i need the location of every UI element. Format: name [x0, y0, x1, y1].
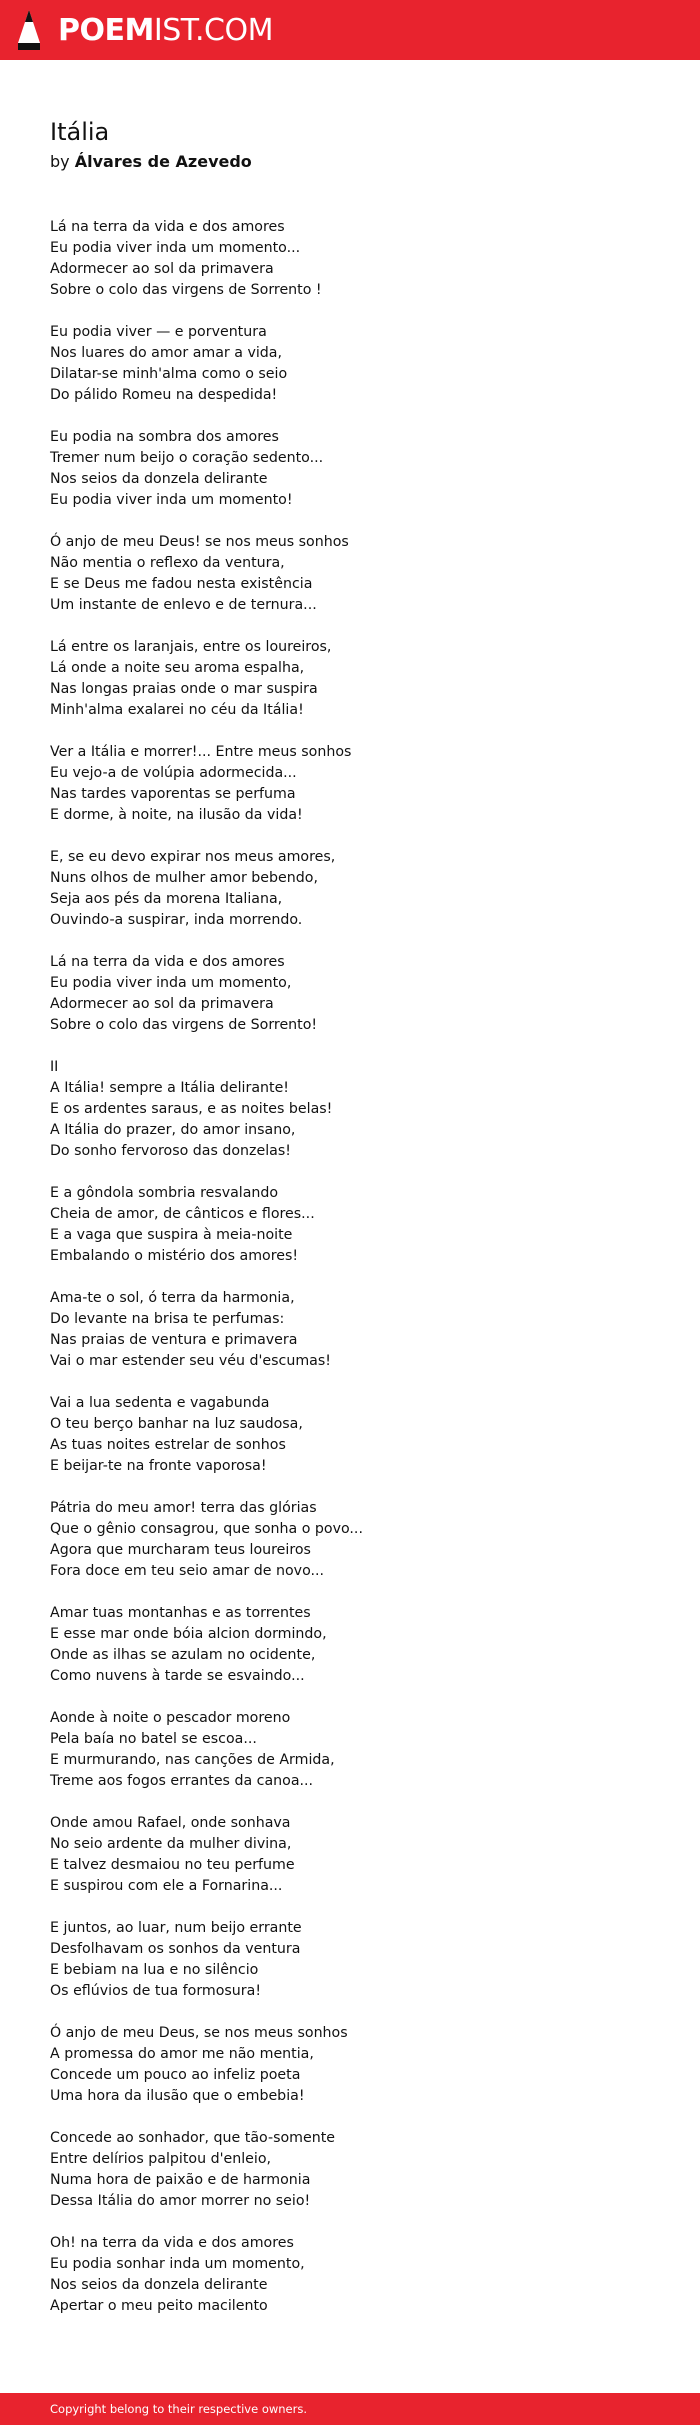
poem-line: Nuns olhos de mulher amor bebendo, — [50, 870, 318, 886]
stanza — [50, 2023, 650, 2107]
byline — [50, 151, 650, 173]
poem-line: Como nuvens à tarde se esvaindo... — [50, 1668, 305, 1684]
poem-line: Vai o mar estender seu véu d'escumas! — [50, 1353, 331, 1369]
pencil-icon — [16, 9, 42, 51]
stanza — [50, 1057, 650, 1162]
poem-line: Pátria do meu amor! terra das glórias — [50, 1500, 317, 1516]
poem-line: Eu podia na sombra dos amores — [50, 429, 279, 445]
poem-line: Eu podia viver inda um momento! — [50, 492, 293, 508]
stanza — [50, 217, 650, 301]
poem-line: Lá onde a noite seu aroma espalha, — [50, 660, 305, 676]
stanza — [50, 637, 650, 721]
poem-line: Onde as ilhas se azulam no ocidente, — [50, 1647, 316, 1663]
stanza — [50, 1183, 650, 1267]
poem-line: Ó anjo de meu Deus! se nos meus sonhos — [50, 534, 349, 550]
site-header — [0, 0, 700, 60]
stanza — [50, 1813, 650, 1897]
poem-line: Uma hora da ilusão que o embebia! — [50, 2088, 305, 2104]
poem-line: Não mentia o reflexo da ventura, — [50, 555, 285, 571]
stanza — [50, 2128, 650, 2212]
poem-line: Nos seios da donzela delirante — [50, 471, 268, 487]
stanza — [50, 952, 650, 1036]
poem-line: Cheia de amor, de cânticos e flores... — [50, 1206, 315, 1222]
poem-line: E esse mar onde bóia alcion dormindo, — [50, 1626, 327, 1642]
poem-line: Pela baía no batel se escoa... — [50, 1731, 257, 1747]
poem-line: Do levante na brisa te perfumas: — [50, 1311, 285, 1327]
poem-line: Eu podia viver inda um momento, — [50, 975, 292, 991]
stanza — [50, 847, 650, 931]
stanza — [50, 322, 650, 406]
poem-line: II — [50, 1059, 59, 1075]
poem-line: E, se eu devo expirar nos meus amores, — [50, 849, 336, 865]
poem-line: Fora doce em teu seio amar de novo... — [50, 1563, 325, 1579]
poem-line: Concede ao sonhador, que tão-somente — [50, 2130, 335, 2146]
poem-line: E se Deus me fadou nesta existência — [50, 576, 313, 592]
poem-line: Sobre o colo das virgens de Sorrento ! — [50, 282, 322, 298]
logo-text-light: IST.COM — [153, 12, 273, 48]
poem-line: E talvez desmaiou no teu perfume — [50, 1857, 295, 1873]
site-footer — [0, 2393, 700, 2425]
poem-line: Minh'alma exalarei no céu da Itália! — [50, 702, 304, 718]
stanza — [50, 532, 650, 616]
poem-line: Tremer num beijo o coração sedento... — [50, 450, 324, 466]
poem-line: Do pálido Romeu na despedida! — [50, 387, 278, 403]
poem-line: E dorme, à noite, na ilusão da vida! — [50, 807, 303, 823]
stanza — [50, 1708, 650, 1792]
poem-line: Eu vejo-a de volúpia adormecida... — [50, 765, 297, 781]
copyright-text: Copyright belong to their respective owners. — [50, 2402, 308, 2416]
poem-line: Ama-te o sol, ó terra da harmonia, — [50, 1290, 295, 1306]
poem-line: A Itália! sempre a Itália delirante! — [50, 1080, 289, 1096]
poem-line: Apertar o meu peito macilento — [50, 2298, 268, 2314]
poem-line: Oh! na terra da vida e dos amores — [50, 2235, 294, 2251]
poem-line: Vai a lua sedenta e vagabunda — [50, 1395, 270, 1411]
poem-line: Aonde à noite o pescador moreno — [50, 1710, 291, 1726]
byline-prefix: by — [50, 152, 70, 171]
logo-text — [58, 13, 273, 48]
stanza — [50, 742, 650, 826]
stanza — [50, 1498, 650, 1582]
poem-line: Dilatar-se minh'alma como o seio — [50, 366, 288, 382]
author-link[interactable]: Álvares de Azevedo — [74, 152, 252, 171]
poem-line: Lá entre os laranjais, entre os loureiros, — [50, 639, 332, 655]
stanza — [50, 1603, 650, 1687]
poem-line: E suspirou com ele a Fornarina... — [50, 1878, 283, 1894]
poem-body — [50, 217, 650, 2317]
poem-line: Nas longas praias onde o mar suspira — [50, 681, 318, 697]
poem-line: A promessa do amor me não mentia, — [50, 2046, 314, 2062]
logo-text-bold: POEM — [58, 12, 154, 48]
poem-line: Adormecer ao sol da primavera — [50, 996, 274, 1012]
stanza — [50, 2233, 650, 2317]
poem-line: Dessa Itália do amor morrer no seio! — [50, 2193, 311, 2209]
poem-line: Agora que murcharam teus loureiros — [50, 1542, 311, 1558]
poem-line: Adormecer ao sol da primavera — [50, 261, 274, 277]
poem-line: A Itália do prazer, do amor insano, — [50, 1122, 296, 1138]
stanza — [50, 427, 650, 511]
poem-line: Os eflúvios de tua formosura! — [50, 1983, 262, 1999]
poem-line: Numa hora de paixão e de harmonia — [50, 2172, 311, 2188]
poem-line: Eu podia viver inda um momento... — [50, 240, 301, 256]
poem-line: Entre delírios palpitou d'enleio, — [50, 2151, 272, 2167]
poem-line: E a vaga que suspira à meia-noite — [50, 1227, 293, 1243]
poem-line: E murmurando, nas canções de Armida, — [50, 1752, 335, 1768]
poem-line: E juntos, ao luar, num beijo errante — [50, 1920, 302, 1936]
poem-line: E a gôndola sombria resvalando — [50, 1185, 279, 1201]
poem-line: Eu podia sonhar inda um momento, — [50, 2256, 305, 2272]
poem-line: Nos seios da donzela delirante — [50, 2277, 268, 2293]
poem-line: Que o gênio consagrou, que sonha o povo... — [50, 1521, 363, 1537]
poem-line: As tuas noites estrelar de sonhos — [50, 1437, 286, 1453]
poem-line: Lá na terra da vida e dos amores — [50, 219, 285, 235]
poem-line: Ver a Itália e morrer!... Entre meus sonhos — [50, 744, 352, 760]
stanza — [50, 1393, 650, 1477]
poem-line: No seio ardente da mulher divina, — [50, 1836, 292, 1852]
poem-line: Amar tuas montanhas e as torrentes — [50, 1605, 311, 1621]
poem-line: Um instante de enlevo e de ternura... — [50, 597, 317, 613]
stanza — [50, 1288, 650, 1372]
poem-line: Eu podia viver — e porventura — [50, 324, 267, 340]
poem-line: Ouvindo-a suspirar, inda morrendo. — [50, 912, 303, 928]
poem-line: O teu berço banhar na luz saudosa, — [50, 1416, 303, 1432]
poem-line: Nas tardes vaporentas se perfuma — [50, 786, 296, 802]
stanza — [50, 1918, 650, 2002]
poem-line: Concede um pouco ao infeliz poeta — [50, 2067, 301, 2083]
poem-line: Do sonho fervoroso das donzelas! — [50, 1143, 291, 1159]
poem-line: E beijar-te na fronte vaporosa! — [50, 1458, 267, 1474]
poem-line: Desfolhavam os sonhos da ventura — [50, 1941, 301, 1957]
poem-line: Seja aos pés da morena Italiana, — [50, 891, 283, 907]
poem-line: Ó anjo de meu Deus, se nos meus sonhos — [50, 2025, 348, 2041]
poem-line: Onde amou Rafael, onde sonhava — [50, 1815, 291, 1831]
poem-line: E bebiam na lua e no silêncio — [50, 1962, 259, 1978]
poem-line: Lá na terra da vida e dos amores — [50, 954, 285, 970]
poem-line: Nas praias de ventura e primavera — [50, 1332, 298, 1348]
poem-title: Itália — [50, 118, 110, 146]
poem-line: Treme aos fogos errantes da canoa... — [50, 1773, 314, 1789]
poem-line: Embalando o mistério dos amores! — [50, 1248, 299, 1264]
poem-line: E os ardentes saraus, e as noites belas! — [50, 1101, 333, 1117]
poem-line: Nos luares do amor amar a vida, — [50, 345, 283, 361]
poem-line: Sobre o colo das virgens de Sorrento! — [50, 1017, 318, 1033]
poem-content — [50, 117, 650, 2338]
site-logo[interactable] — [16, 9, 273, 51]
